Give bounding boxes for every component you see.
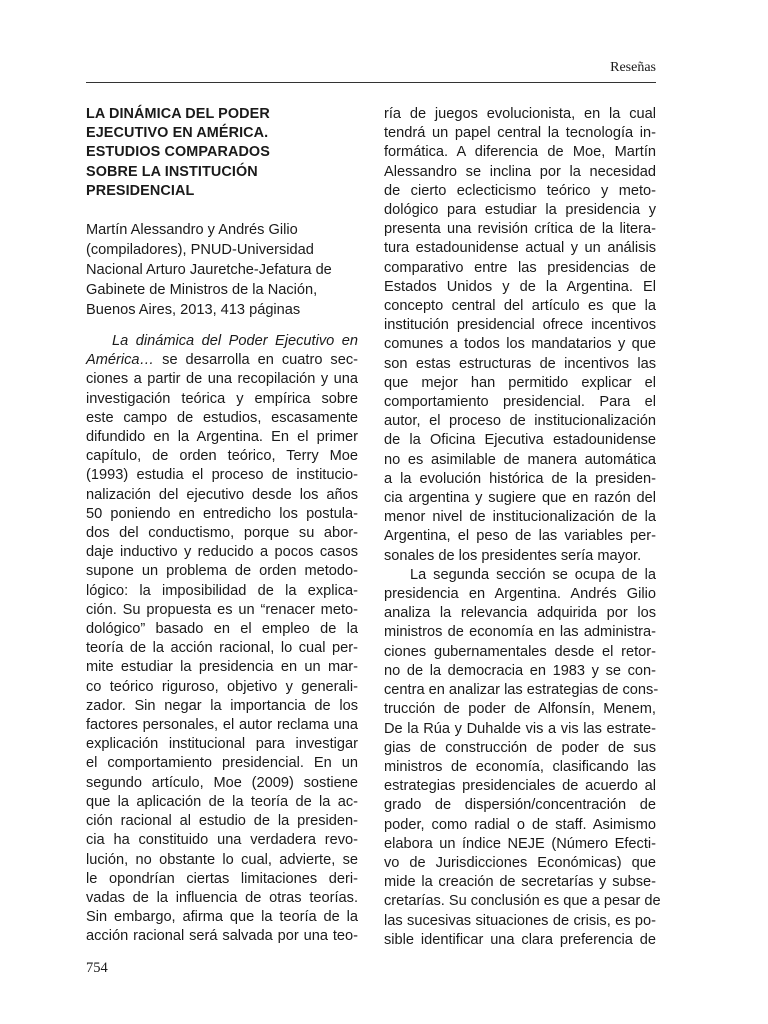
body-line: cia argentina y sugiere que en razón del	[384, 490, 656, 507]
body-line: difundido en la Argentina. En el primer	[86, 429, 358, 446]
body-line: este campo de estudios, escasamente	[86, 409, 358, 426]
body-line: investigación teórica y empírica sobre	[86, 390, 358, 407]
body-line: no de la democracia en 1983 y se con-	[384, 662, 656, 679]
body-line: que la aplicación de la teoría de la ac-	[86, 793, 358, 810]
body-line: daje inductivo y reducido a pocos casos	[86, 544, 358, 561]
body-line: sonales de los presidentes sería mayor.	[384, 547, 642, 564]
body-line: poder, como radial o de staff. Asimismo	[384, 816, 656, 833]
body-line: zador. Sin negar la importancia de los	[86, 697, 358, 714]
body-line: comparativo entre las presidencias de	[384, 259, 656, 276]
body-line: lógico: la imposibilidad de la explica-	[86, 582, 358, 599]
meta-line: Gabinete de Ministros de la Nación,	[86, 282, 318, 299]
body-line: no es asimilable de manera automática	[384, 451, 656, 468]
header-rule	[86, 82, 656, 83]
body-line: dológico para estudiar la presidencia y	[384, 202, 656, 219]
body-line: gias de construcción de poder de sus	[384, 739, 656, 756]
body-line: cretarías. Su conclusión es que a pesar de	[384, 893, 661, 910]
body-line: ciones a partir de una recopilación y una	[86, 371, 358, 388]
review-title	[86, 105, 358, 201]
body-line: cia ha constituido una verdadera revo-	[86, 832, 358, 849]
page-number: 754	[86, 960, 108, 976]
body-line: grado de dispersión/concentración de	[384, 797, 656, 814]
body-line: institución presidencial ofrece incentivos	[384, 317, 656, 334]
body-line: trucción de poder de Alfonsín, Menem,	[384, 701, 656, 718]
body-line: formática. A diferencia de Moe, Martín	[384, 144, 656, 161]
body-line: el comportamiento presidencial. En un	[86, 755, 358, 772]
body-line: acción racional será salvada por una teo-	[86, 928, 358, 945]
body-line: de cierto eclecticismo teórico y meto-	[384, 182, 656, 199]
book-metadata	[86, 220, 358, 320]
body-line: presidencia en Argentina. Andrés Gilio	[384, 586, 656, 603]
body-line: sible identificar una clara preferencia de	[384, 931, 656, 948]
body-line: (1993) estudia el proceso de institucio-	[86, 467, 358, 484]
body-line: a la evolución histórica de la presiden-	[384, 470, 656, 487]
right-column	[384, 105, 661, 950]
meta-line: Martín Alessandro y Andrés Gilio	[86, 222, 298, 239]
body-line: comportamiento presidencial. Para el	[384, 394, 656, 411]
body-line: que mejor han permitido explicar el	[384, 374, 656, 391]
body-line: le opondrían ciertas limitaciones deri-	[86, 870, 358, 887]
body-line: lución, no obstante lo cual, advierte, se	[86, 851, 358, 868]
body-line: ministros de economía, clasificando las	[384, 758, 656, 775]
body-line: ría de juegos evolucionista, en la cual	[384, 106, 656, 122]
body-line: elabora un índice NEJE (Número Efecti-	[384, 835, 656, 852]
meta-line: (compiladores), PNUD-Universidad	[86, 242, 314, 259]
body-line: presenta una revisión crítica de la litera-	[384, 221, 656, 238]
body-line: segundo artículo, Moe (2009) sostiene	[86, 774, 358, 791]
title-line: EJECUTIVO EN AMÉRICA.	[86, 125, 269, 142]
body-line: ciones gubernamentales desde el retor-	[384, 643, 656, 660]
body-line: menor nivel de institucionalización de la	[384, 509, 656, 526]
body-line: mide la creación de secretarías y subse-	[384, 874, 656, 891]
body-line	[86, 332, 358, 351]
meta-line: Nacional Arturo Jauretche-Jefatura de	[86, 262, 332, 279]
title-line: LA DINÁMICA DEL PODER	[86, 106, 270, 122]
body-line: nalización del ejecutivo desde los años	[86, 486, 358, 503]
meta-line: Buenos Aires, 2013, 413 páginas	[86, 302, 301, 319]
left-column	[86, 105, 358, 947]
body-line: ción racional al estudio de la presiden-	[86, 813, 358, 830]
running-header: Reseñas	[610, 60, 656, 75]
body-line: son estas estructuras de incentivos las	[384, 355, 656, 372]
body-line: concepto central del artículo es que la	[384, 298, 656, 315]
body-line: ción. Su propuesta es un “renacer meto-	[86, 601, 358, 618]
body-line: las sucesivas situaciones de crisis, es po-	[384, 912, 656, 929]
body-line: vadas de la influencia de otras teorías.	[86, 889, 358, 906]
body-line: vo de Jurisdicciones Económicas) que	[384, 854, 656, 871]
spacer	[86, 320, 358, 332]
body-line: De la Rúa y Duhalde vis a vis las estrate-	[384, 720, 656, 737]
body-line: teoría de la acción racional, lo cual per-	[86, 640, 358, 657]
body-line: estrategias presidenciales de acuerdo al	[384, 778, 656, 795]
body-line: analiza la relevancia adquirida por los	[384, 605, 656, 622]
body-line: dológico” basado en el empleo de la	[86, 621, 358, 638]
body-line: dos del conductismo, porque su abor-	[86, 525, 358, 542]
title-line: SOBRE LA INSTITUCIÓN	[86, 163, 258, 180]
body-line: Estados Unidos y de la Argentina. El	[384, 278, 656, 295]
body-line: Alessandro se inclina por la necesidad	[384, 163, 656, 180]
spacer	[86, 201, 358, 220]
title-line: ESTUDIOS COMPARADOS	[86, 144, 270, 161]
body-line: explicación institucional para investigar	[86, 736, 358, 753]
body-line: mite estudiar la presidencia en un mar-	[86, 659, 358, 676]
body-line: tendrá un papel central la tecnología in-	[384, 125, 656, 142]
body-line: factores personales, el autor reclama una	[86, 717, 358, 734]
body-line: comunes a todos los mandatarios y que	[384, 336, 656, 353]
book-title-italic: América…	[86, 352, 155, 369]
body-line: Sin embargo, afirma que la teoría de la	[86, 909, 358, 926]
body-line: ministros de economía en las administra-	[384, 624, 656, 641]
body-line: supone un problema de orden metodo-	[86, 563, 358, 580]
body-line: América… se desarrolla en cuatro sec-	[86, 352, 359, 369]
body-line: tura estadounidense actual y un análisis	[384, 240, 656, 257]
body-line: capítulo, de orden teórico, Terry Moe	[86, 448, 358, 465]
title-line: PRESIDENCIAL	[86, 182, 195, 199]
body-text-left	[86, 332, 358, 947]
body-line: de la Oficina Ejecutiva estadounidense	[384, 432, 656, 449]
body-line: Argentina, el peso de las variables per-	[384, 528, 656, 545]
body-line: La segunda sección se ocupa de la	[410, 566, 656, 583]
body-line: autor, el proceso de institucionalización	[384, 413, 656, 430]
body-line: centra en analizar las estrategias de cons-	[384, 682, 659, 699]
body-line: co teórico riguroso, objetivo y generali-	[86, 678, 358, 695]
body-line: 50 poniendo en entredicho los postula-	[86, 505, 358, 522]
book-title-italic: La dinámica del Poder Ejecutivo en	[112, 333, 358, 350]
